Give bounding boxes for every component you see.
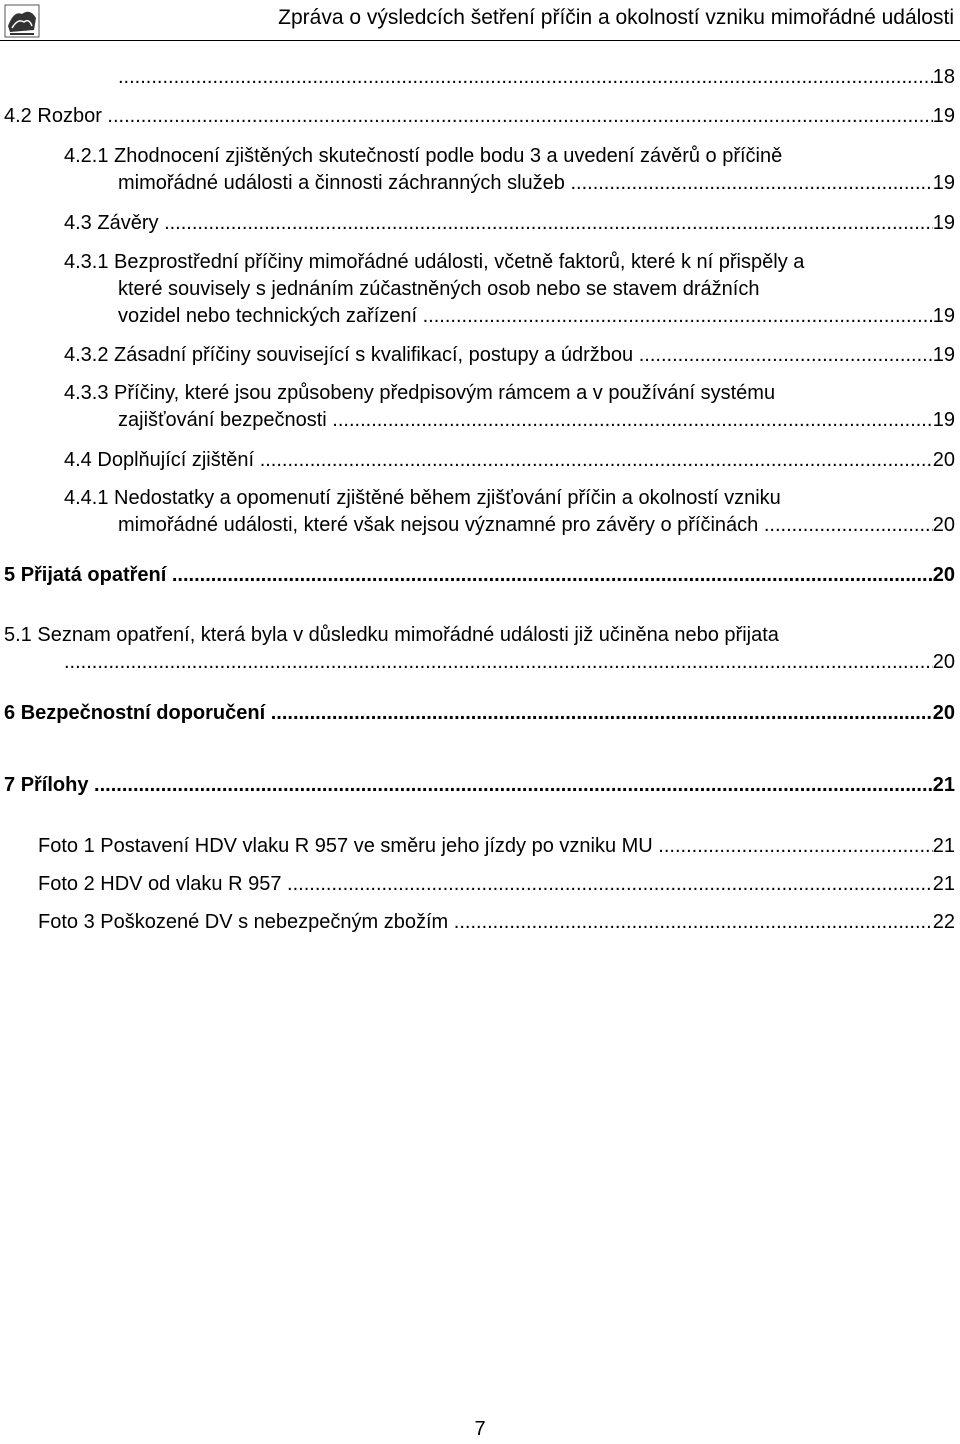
toc-entry-continuation[interactable] bbox=[0, 64, 960, 91]
toc-entry-4-2-1[interactable] bbox=[0, 143, 960, 197]
toc-title-line: Zhodnocení zjištěných skutečností podle bodu 3 a uvedení závěrů o příčině bbox=[114, 145, 783, 167]
toc-number: Foto 3 bbox=[38, 911, 95, 933]
toc-page-number: 19 bbox=[932, 409, 955, 431]
toc-title-line: vozidel nebo technických zařízení bbox=[118, 305, 418, 327]
toc-title-line: Seznam opatření, která byla v důsledku mimořádné události již učiněna nebo přijata bbox=[37, 624, 779, 646]
toc-page-number: 21 bbox=[932, 774, 955, 796]
header-divider bbox=[0, 40, 960, 41]
toc-page-number: 19 bbox=[932, 305, 955, 327]
toc-page-number: 19 bbox=[932, 344, 955, 366]
toc-title-line: Příčiny, které jsou způsobeny předpisovým rámcem a v používání systému bbox=[114, 382, 776, 404]
toc-entry-4-3-2[interactable] bbox=[0, 342, 960, 369]
toc-page-number: 19 bbox=[932, 172, 955, 194]
dot-leader bbox=[64, 649, 933, 676]
toc-page-number: 18 bbox=[932, 66, 955, 88]
toc-entry-foto-1[interactable] bbox=[0, 833, 960, 860]
toc-entry-6[interactable] bbox=[0, 700, 960, 727]
toc-page-number: 20 bbox=[932, 449, 955, 471]
toc-page-number: 19 bbox=[932, 212, 955, 234]
dot-leader bbox=[118, 64, 933, 91]
toc-number: 6 bbox=[4, 702, 16, 724]
toc-number: 7 bbox=[4, 774, 16, 796]
toc-title: Přílohy bbox=[20, 774, 89, 796]
toc-entry-4-3[interactable] bbox=[0, 210, 960, 237]
toc-entry-foto-2[interactable] bbox=[0, 871, 960, 898]
toc-title-line: Nedostatky a opomenutí zjištěné během zjišťování příčin a okolností vzniku bbox=[114, 487, 781, 509]
toc-title: Postavení HDV vlaku R 957 ve směru jeho jízdy po vzniku MU bbox=[100, 835, 653, 857]
header-title: Zpráva o výsledcích šetření příčin a okolností vzniku mimořádné události bbox=[278, 6, 954, 29]
toc-number: 5 bbox=[4, 564, 16, 586]
toc-title: Doplňující zjištění bbox=[97, 449, 255, 471]
dot-leader bbox=[164, 210, 933, 237]
toc-title: Rozbor bbox=[37, 105, 102, 127]
toc-number: Foto 1 bbox=[38, 835, 95, 857]
toc-title-line: Bezprostřední příčiny mimořádné události, včetně faktorů, které k ní přispěly a bbox=[114, 251, 805, 273]
toc-title: Zásadní příčiny související s kvalifikací, postupy a údržbou bbox=[114, 344, 634, 366]
toc-title-line: mimořádné události, které však nejsou významné pro závěry o příčinách bbox=[118, 514, 759, 536]
dot-leader bbox=[570, 170, 932, 197]
toc-title-line: zajišťování bezpečnosti bbox=[118, 409, 327, 431]
page-header bbox=[0, 0, 960, 44]
toc-page-number: 19 bbox=[932, 105, 955, 127]
dot-leader bbox=[172, 562, 933, 589]
dot-leader bbox=[107, 103, 932, 130]
toc-number: 4.3 bbox=[64, 212, 92, 234]
toc-entry-4-3-3[interactable] bbox=[0, 380, 960, 434]
dot-leader bbox=[454, 909, 933, 936]
toc-number: 4.3.3 bbox=[64, 382, 109, 404]
toc-entry-4-3-1[interactable] bbox=[0, 249, 960, 330]
toc-title: Přijatá opatření bbox=[20, 564, 167, 586]
toc-number: 4.3.1 bbox=[64, 251, 109, 273]
dot-leader bbox=[260, 447, 933, 474]
toc-entry-7[interactable] bbox=[0, 772, 960, 799]
toc-entry-5-1[interactable] bbox=[0, 622, 960, 676]
dot-leader bbox=[764, 512, 933, 539]
toc-page-number: 21 bbox=[932, 873, 955, 895]
toc-title-line: které souvisely s jednáním zúčastněných osob nebo se stavem drážních bbox=[118, 278, 760, 300]
toc-title: HDV od vlaku R 957 bbox=[100, 873, 282, 895]
toc-entry-4-2[interactable] bbox=[0, 103, 960, 130]
dot-leader bbox=[332, 407, 932, 434]
dot-leader bbox=[287, 871, 933, 898]
drazni-inspekce-logo-icon bbox=[4, 4, 40, 38]
toc-page-number: 20 bbox=[932, 702, 955, 724]
toc-page-number: 21 bbox=[932, 835, 955, 857]
toc-number: 4.3.2 bbox=[64, 344, 109, 366]
dot-leader bbox=[658, 833, 932, 860]
dot-leader bbox=[271, 700, 933, 727]
toc-title: Závěry bbox=[97, 212, 159, 234]
toc-page-number: 20 bbox=[932, 514, 955, 536]
dot-leader bbox=[94, 772, 933, 799]
toc-number: 4.4.1 bbox=[64, 487, 109, 509]
toc-number: 4.2 bbox=[4, 105, 32, 127]
toc-page-number: 22 bbox=[932, 911, 955, 933]
page-number: 7 bbox=[474, 1418, 486, 1440]
toc-title: Poškozené DV s nebezpečným zbožím bbox=[100, 911, 449, 933]
toc-number: Foto 2 bbox=[38, 873, 95, 895]
toc-number: 5.1 bbox=[4, 624, 32, 646]
toc-entry-5[interactable] bbox=[0, 562, 960, 589]
toc-entry-4-4[interactable] bbox=[0, 447, 960, 474]
dot-leader bbox=[423, 303, 933, 330]
toc-number: 4.2.1 bbox=[64, 145, 109, 167]
toc-entry-foto-3[interactable] bbox=[0, 909, 960, 936]
dot-leader bbox=[639, 342, 933, 369]
toc-number: 4.4 bbox=[64, 449, 92, 471]
toc-title-line: mimořádné události a činnosti záchranných služeb bbox=[118, 172, 565, 194]
toc-entry-4-4-1[interactable] bbox=[0, 485, 960, 539]
toc-page-number: 20 bbox=[932, 564, 955, 586]
toc-page-number: 20 bbox=[932, 651, 955, 673]
toc-title: Bezpečnostní doporučení bbox=[20, 702, 266, 724]
